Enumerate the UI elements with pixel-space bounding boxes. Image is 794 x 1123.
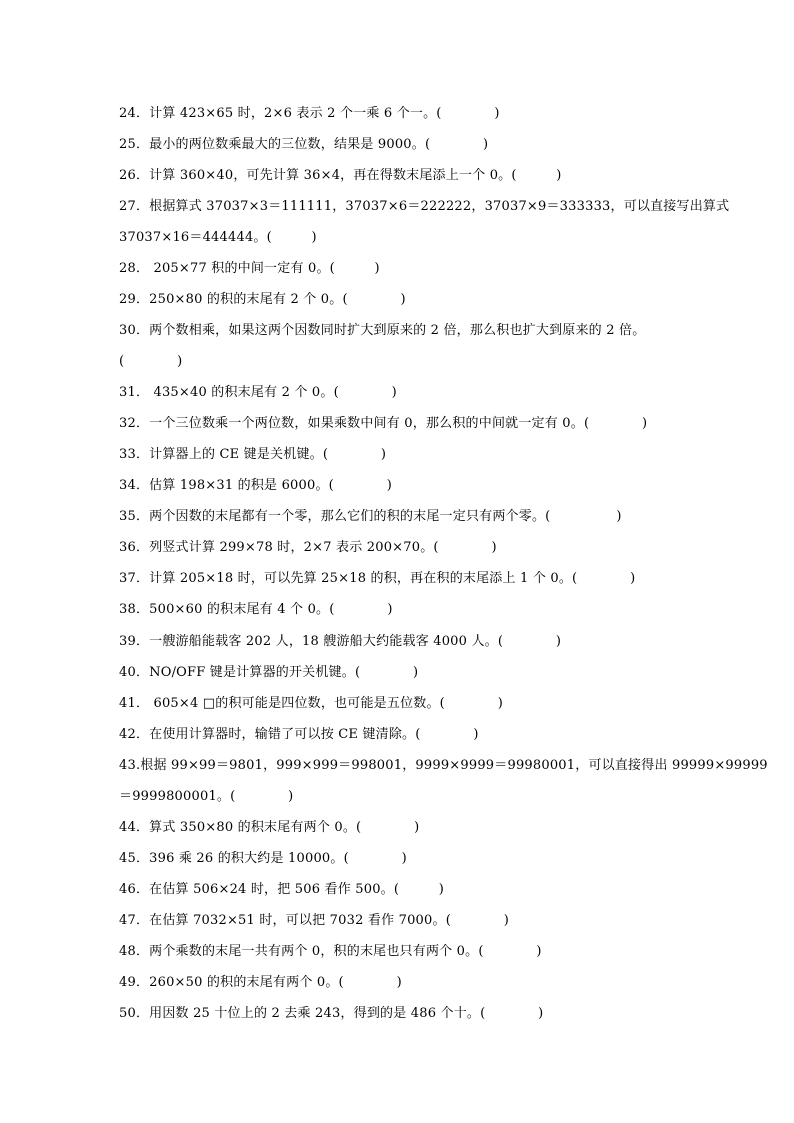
question-32: 32．一个三位数乘一个两位数，如果乘数中间有 0，那么积的中间就一定有 0。( ) <box>119 416 648 431</box>
question-42: 42．在使用计算器时，输错了可以按 CE 键清除。( ) <box>119 727 479 742</box>
question-33: 33．计算器上的 CE 键是关机键。( ) <box>119 447 387 462</box>
question-31: 31． 435×40 的积末尾有 2 个 0。( ) <box>119 385 397 400</box>
question-35: 35．两个因数的末尾都有一个零，那么它们的积的末尾一定只有两个零。( ) <box>119 509 622 524</box>
question-24: 24．计算 423×65 时，2×6 表示 2 个一乘 6 个一。( ) <box>119 106 500 121</box>
question-50: 50．用因数 25 十位上的 2 去乘 243，得到的是 486 个十。( ) <box>119 1006 544 1021</box>
question-47: 47．在估算 7032×51 时，可以把 7032 看作 7000。( ) <box>119 913 510 928</box>
question-27-line-2: 37037×16＝444444。( ) <box>119 230 317 245</box>
question-39: 39．一艘游船能载客 202 人，18 艘游船大约能载客 4000 人。( ) <box>119 634 562 649</box>
question-26: 26．计算 360×40，可先计算 36×4，再在得数末尾添上一个 0。( ) <box>119 168 562 183</box>
question-49: 49．260×50 的积的末尾有两个 0。( ) <box>119 975 402 990</box>
question-30-line-2: ( ) <box>119 354 183 369</box>
question-29: 29．250×80 的积的末尾有 2 个 0。( ) <box>119 292 406 307</box>
question-40: 40．NO/OFF 键是计算器的开关机键。( ) <box>119 665 419 680</box>
question-37: 37．计算 205×18 时，可以先算 25×18 的积，再在积的末尾添上 1 个 0。( ) <box>119 571 636 586</box>
question-43-line-1: 43.根据 99×99＝9801，999×999＝998001，9999×9999＝99980001，可以直接得出 99999×99999 <box>119 758 768 773</box>
question-43-line-2: ＝9999800001。( ) <box>119 789 294 804</box>
question-28: 28． 205×77 积的中间一定有 0。( ) <box>119 261 380 276</box>
question-36: 36．列竖式计算 299×78 时，2×7 表示 200×70。( ) <box>119 540 497 555</box>
question-38: 38．500×60 的积末尾有 4 个 0。( ) <box>119 602 393 617</box>
question-27-line-1: 27．根据算式 37037×3＝111111，37037×6＝222222，37037×9＝333333，可以直接写出算式 <box>119 199 730 214</box>
question-44: 44．算式 350×80 的积末尾有两个 0。( ) <box>119 820 420 835</box>
question-25: 25．最小的两位数乘最大的三位数，结果是 9000。( ) <box>119 137 489 152</box>
question-46: 46．在估算 506×24 时，把 506 看作 500。( ) <box>119 882 445 897</box>
question-34: 34．估算 198×31 的积是 6000。( ) <box>119 478 393 493</box>
question-48: 48．两个乘数的末尾一共有两个 0，积的末尾也只有两个 0。( ) <box>119 944 542 959</box>
question-45: 45．396 乘 26 的积大约是 10000。( ) <box>119 851 407 866</box>
question-41: 41． 605×4 □的积可能是四位数，也可能是五位数。( ) <box>119 696 504 711</box>
question-30-line-1: 30．两个数相乘，如果这两个因数同时扩大到原来的 2 倍，那么积也扩大到原来的 2 倍。 <box>119 323 646 338</box>
